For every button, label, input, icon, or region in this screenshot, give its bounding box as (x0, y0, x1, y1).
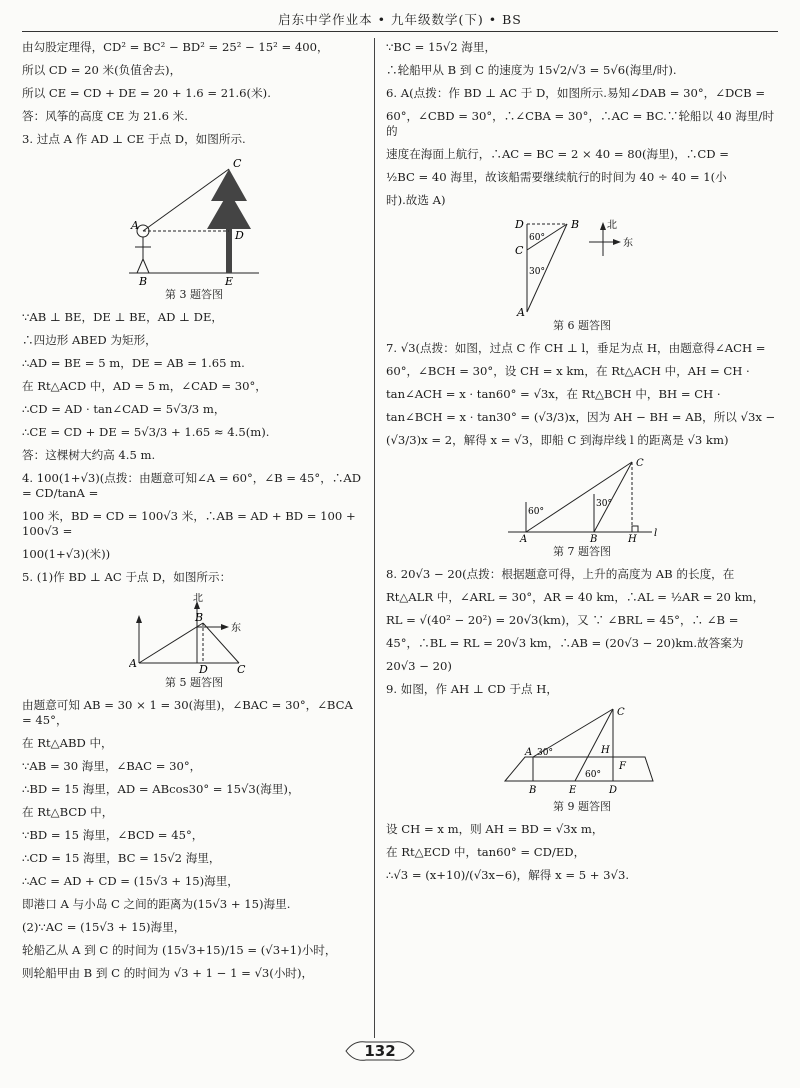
label-l: l (654, 528, 658, 539)
text-line: 9. 如图，作 AH ⊥ CD 于点 H， (386, 682, 558, 696)
text-line: 即港口 A 与小岛 C 之间的距离为(15√3 + 15)海里. (22, 897, 291, 911)
angle-label: 30° (537, 748, 553, 758)
label-c: C (233, 157, 242, 170)
text-line: ∴CD = 15 海里，BC = 15√2 海里， (22, 851, 221, 865)
text-line: tan∠BCH = x · tan30° = (√3/3)x，因为 AH − BH = AB，所以 √3x − (386, 410, 776, 424)
text-line: RL = √(40² − 20²) = 20√3(km)，又 ∵ ∠BRL = 45°，∴ ∠B = (386, 613, 739, 627)
east-label: 东 (623, 238, 633, 249)
label-c: C (515, 244, 524, 257)
text-line: 速度在海面上航行，∴AC = BC = 2 × 40 = 80(海里)，∴CD = (386, 147, 729, 161)
figure-7-diagram (502, 456, 662, 542)
text-line: Rt△ALR 中，∠ARL = 30°，AR = 40 km，∴AL = ½AR = 20 km， (386, 590, 765, 604)
figure-caption: 第 9 题答图 (553, 800, 611, 813)
text-line: 设 CH = x m，则 AH = BD = √3x m， (386, 822, 604, 836)
label-f: F (619, 761, 626, 772)
text-line: 在 Rt△BCD 中， (22, 805, 114, 819)
label-c: C (636, 458, 644, 469)
text-line: ∴AD = BE = 5 m，DE = AB = 1.65 m. (22, 356, 245, 370)
text-line: ∴CD = AD · tan∠CAD = 5√3/3 m， (22, 402, 226, 416)
angle-label: 60° (529, 233, 545, 243)
text-line: 100(1+√3)(米)) (22, 547, 111, 561)
page-number-text: 132 (364, 1042, 396, 1060)
angle-label: 60° (528, 507, 544, 517)
text-line: ∴四边形 ABED 为矩形， (22, 333, 157, 347)
page-header: 启东中学作业本 • 九年级数学(下) • BS (278, 12, 522, 27)
angle-label: 30° (529, 267, 545, 277)
text-line: 100 米，BD = CD = 100√3 米，∴AB = AD + BD = 100 + 100√3 = (22, 509, 356, 538)
text-line: 所以 CE = CD + DE = 20 + 1.6 = 21.6(米). (22, 86, 271, 100)
text-line: ∴BD = 15 海里，AD = ABcos30° = 15√3(海里)， (22, 782, 300, 796)
label-b: B (195, 611, 204, 624)
label-e: E (569, 785, 577, 796)
north-label: 北 (193, 593, 203, 604)
text-line: 3. 过点 A 作 AD ⊥ CE 于点 D，如图所示. (22, 132, 246, 146)
text-line: 则轮船甲由 B 到 C 的时间为 √3 + 1 − 1 = √3(小时)， (22, 966, 314, 980)
page-number (344, 1038, 416, 1064)
label-d: D (515, 218, 524, 231)
label-d: D (609, 785, 618, 796)
figure-caption: 第 6 题答图 (553, 319, 611, 332)
text-line: 由勾股定理得，CD² = BC² − BD² = 25² − 15² = 400， (22, 40, 329, 54)
east-label: 东 (231, 623, 241, 634)
figure-caption: 第 7 题答图 (553, 545, 611, 558)
label-a: A (517, 306, 525, 316)
label-d: D (235, 229, 244, 242)
left-column (22, 40, 366, 989)
text-line: 时).故选 A) (386, 193, 446, 207)
label-b: B (529, 785, 537, 796)
figure-caption: 第 3 题答图 (165, 288, 223, 301)
label-h: H (628, 534, 637, 542)
text-line: 60°，∠CBD = 30°，∴∠CBA = 30°，∴AC = BC.∵轮船以 40 海里/时的 (386, 109, 775, 138)
text-line: 在 Rt△ACD 中，AD = 5 m，∠CAD = 30°， (22, 379, 267, 393)
text-line: 45°，∴BL = RL = 20√3 km，∴AB = (20√3 − 20)km.故答案为 (386, 636, 744, 650)
text-line: ∵BC = 15√2 海里， (386, 40, 497, 54)
label-b: B (571, 218, 580, 231)
text-line: 答：风筝的高度 CE 为 21.6 米. (22, 109, 188, 123)
column-divider (374, 38, 375, 1038)
figure-9-diagram (497, 705, 667, 797)
text-line: (2)∵AC = (15√3 + 15)海里， (22, 920, 186, 934)
label-b: B (590, 534, 598, 542)
text-line: 在 Rt△ABD 中， (22, 736, 113, 750)
text-line: 轮船乙从 A 到 C 的时间为 (15√3+15)/15 = (√3+1)小时， (22, 943, 337, 957)
text-line: 4. 100(1+√3)(点拨：由题意可知∠A = 60°，∠B = 45°，∴AD = CD/tanA = (22, 471, 362, 500)
text-line: ∴√3 = (x+10)/(√3x−6)，解得 x = 5 + 3√3. (386, 868, 629, 882)
label-a: A (131, 219, 139, 232)
text-line: 8. 20√3 − 20(点拨：根据题意可得，上升的高度为 AB 的长度，在 (386, 567, 735, 581)
figure-5-diagram (129, 593, 259, 673)
text-line: ∴AC = AD + CD = (15√3 + 15)海里， (22, 874, 239, 888)
text-line: ∴轮船甲从 B 到 C 的速度为 15√2/√3 = 5√6(海里/时). (386, 63, 677, 77)
text-line: 60°，∠BCH = 30°，设 CH = x km，在 Rt△ACH 中，AH = CH · (386, 364, 750, 378)
angle-label: 60° (585, 770, 601, 780)
figure-6-diagram (507, 216, 657, 316)
text-line: 5. (1)作 BD ⊥ AC 于点 D，如图所示： (22, 570, 232, 584)
figure-3-tree-diagram (119, 155, 269, 285)
right-column (386, 40, 778, 891)
label-h: H (601, 745, 610, 756)
text-line: 所以 CD = 20 米(负值舍去)， (22, 63, 182, 77)
label-a: A (129, 657, 137, 670)
text-line: 6. A(点拨：作 BD ⊥ AC 于 D，如图所示.易知∠DAB = 30°，∠DCB = (386, 86, 766, 100)
label-a: A (525, 747, 533, 758)
north-label: 北 (607, 220, 617, 231)
text-line: ∵AB = 30 海里，∠BAC = 30°， (22, 759, 202, 773)
text-line: (√3/3)x = 2，解得 x = √3，即船 C 到海岸线 l 的距离是 √3 km) (386, 433, 729, 447)
angle-label: 30° (596, 499, 612, 509)
label-d: D (199, 663, 208, 673)
label-c: C (617, 707, 625, 718)
text-line: ∴CE = CD + DE = 5√3/3 + 1.65 ≈ 4.5(m). (22, 425, 270, 439)
figure-caption: 第 5 题答图 (165, 676, 223, 689)
text-line: ½BC = 40 海里，故该船需要继续航行的时间为 40 ÷ 40 = 1(小 (386, 170, 727, 184)
label-c: C (237, 663, 246, 673)
label-b: B (139, 275, 148, 285)
text-line: 答：这棵树大约高 4.5 m. (22, 448, 156, 462)
text-line: 在 Rt△ECD 中，tan60° = CD/ED， (386, 845, 586, 859)
text-line: ∵AB ⊥ BE，DE ⊥ BE，AD ⊥ DE， (22, 310, 224, 324)
text-line: 20√3 − 20) (386, 659, 452, 673)
label-e: E (225, 275, 234, 285)
text-line: ∵BD = 15 海里，∠BCD = 45°， (22, 828, 204, 842)
header-rule (22, 31, 778, 32)
text-line: 由题意可知 AB = 30 × 1 = 30(海里)，∠BAC = 30°，∠BCA = 45°， (22, 698, 353, 727)
text-line: tan∠ACH = x · tan60° = √3x，在 Rt△BCH 中，BH = CH · (386, 387, 721, 401)
text-line: 7. √3(点拨：如图，过点 C 作 CH ⊥ l，垂足为点 H，由题意得∠ACH = (386, 341, 766, 355)
label-a: A (520, 534, 528, 542)
